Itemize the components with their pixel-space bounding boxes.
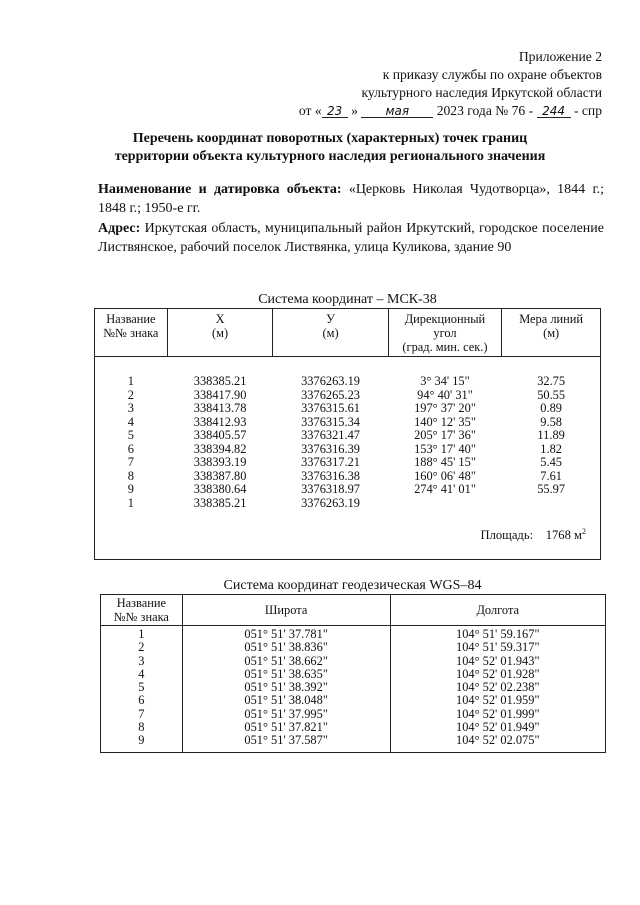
cell-y: 3376321.47 — [301, 428, 360, 442]
table-row — [101, 681, 606, 694]
cell-point-name: 1 — [127, 495, 134, 510]
header-text: №№ знака — [103, 326, 159, 340]
cell-measure: 5.45 — [540, 455, 562, 469]
header-text: Название — [106, 312, 156, 326]
header-line-measure — [502, 309, 601, 357]
cell-latitude: 051° 51' 37.781" — [182, 626, 390, 642]
handwritten-day: 23 — [322, 105, 348, 118]
area-exponent: 2 — [582, 527, 586, 536]
cell-measure — [502, 497, 601, 511]
cell-point-name: 4 — [127, 414, 134, 429]
cell-latitude: 051° 51' 38.392" — [182, 681, 390, 694]
table-row — [101, 641, 606, 654]
cell-y: 3376263.19 — [301, 374, 360, 388]
header-latitude: Широта — [182, 595, 390, 626]
table-row — [101, 721, 606, 734]
cell-x: 338393.19 — [193, 455, 247, 469]
header-longitude: Долгота — [390, 595, 605, 626]
table-row — [95, 456, 601, 470]
table-row — [101, 734, 606, 752]
cell-point-name: 9 — [101, 734, 183, 752]
cell-angle: 188° 45' 15" — [414, 455, 476, 469]
cell-latitude: 051° 51' 37.587" — [182, 734, 390, 752]
table-header-row — [95, 309, 601, 357]
cell-longitude: 104° 52' 01.928" — [390, 668, 605, 681]
document-title — [60, 130, 600, 166]
header-text: У — [326, 312, 335, 326]
header-text: (м) — [322, 326, 339, 340]
cell-latitude: 051° 51' 37.995" — [182, 708, 390, 721]
cell-x: 338380.64 — [193, 482, 247, 496]
cell-point-name: 6 — [127, 441, 134, 456]
cell-longitude: 104° 51' 59.317" — [390, 641, 605, 654]
cell-point-name: 1 — [101, 626, 183, 642]
cell-measure: 7.61 — [540, 468, 562, 483]
order-suffix: - спр — [573, 103, 602, 118]
header-y — [273, 309, 388, 357]
cell-y: 3376316.39 — [301, 441, 360, 456]
cell-y: 3376315.34 — [301, 414, 360, 429]
header-text: Название — [116, 596, 167, 610]
header-text: (град. мин. сек.) — [402, 340, 488, 354]
cell-angle: 3° 34' 15" — [420, 374, 470, 388]
header-text: Мера линий — [519, 312, 584, 326]
cell-x: 338387.80 — [193, 468, 247, 483]
cell-point-name: 6 — [101, 694, 183, 707]
title-line-1: Перечень координат поворотных (характерных) точек границ — [132, 131, 528, 146]
header-direction-angle — [388, 309, 502, 357]
cell-point-name: 8 — [101, 721, 183, 734]
cell-point-name: 7 — [127, 455, 134, 469]
header-text: (м) — [212, 326, 229, 340]
cell-y: 3376315.61 — [301, 401, 360, 415]
cell-longitude: 104° 52' 02.075" — [390, 734, 605, 752]
header-point-name — [95, 309, 168, 357]
object-name-label: Наименование и датировка объекта: — [98, 182, 342, 197]
table-row — [95, 402, 601, 416]
msk-coordinates-table-box — [94, 308, 601, 560]
handwritten-month: мая — [361, 105, 433, 118]
wgs-coordinates-table — [100, 594, 606, 753]
cell-latitude: 051° 51' 38.635" — [182, 668, 390, 681]
table-row — [101, 668, 606, 681]
table-row — [101, 626, 606, 642]
cell-longitude: 104° 52' 01.949" — [390, 721, 605, 734]
cell-y: 3376316.38 — [301, 468, 360, 483]
cell-measure: 11.89 — [537, 428, 565, 442]
area-label: Площадь: — [480, 528, 534, 543]
header-point-name — [101, 595, 183, 626]
header-x — [167, 309, 273, 357]
table-row — [95, 416, 601, 430]
cell-point-name: 1 — [127, 374, 134, 388]
cell-x: 338417.90 — [193, 387, 247, 402]
msk-table-caption: Система координат – МСК-38 — [258, 292, 437, 307]
cell-y: 3376265.23 — [301, 387, 360, 402]
cell-angle: 140° 12' 35" — [414, 414, 476, 429]
cell-point-name: 8 — [127, 468, 134, 483]
table-row — [95, 497, 601, 511]
object-name-value: «Церковь Николая Чудотворца», 1844 г.; 1848 г.; 1950-е гг. — [98, 182, 605, 216]
cell-angle: 94° 40' 31" — [417, 387, 473, 402]
table-row — [95, 429, 601, 443]
cell-angle: 160° 06' 48" — [414, 468, 476, 483]
area-value: 1768 м — [545, 528, 582, 543]
cell-y: 3376263.19 — [301, 495, 360, 510]
area-readout — [480, 527, 586, 543]
cell-point-name: 5 — [101, 681, 183, 694]
table-header-row — [101, 595, 606, 626]
cell-latitude: 051° 51' 38.836" — [182, 641, 390, 654]
object-address-paragraph — [98, 219, 604, 257]
cell-point-name: 3 — [101, 655, 183, 668]
header-text: угол — [433, 326, 457, 340]
cell-angle: 274° 41' 01" — [414, 482, 476, 496]
cell-angle: 205° 17' 36" — [414, 428, 476, 442]
cell-measure: 9.58 — [540, 414, 562, 429]
cell-latitude: 051° 51' 38.662" — [182, 655, 390, 668]
cell-y: 3376318.97 — [301, 482, 360, 496]
date-prefix: от « — [298, 103, 322, 118]
table-row — [95, 470, 601, 484]
cell-x: 338385.21 — [193, 495, 247, 510]
date-close-quote: » — [351, 103, 358, 118]
cell-point-name: 9 — [127, 482, 134, 496]
cell-x: 338413.78 — [193, 401, 247, 415]
appendix-header — [272, 48, 602, 120]
cell-angle: 153° 17' 40" — [414, 441, 476, 456]
cell-longitude: 104° 52' 01.999" — [390, 708, 605, 721]
cell-angle — [388, 497, 502, 511]
date-year-number: 2023 года № 76 - — [436, 103, 534, 118]
header-text: №№ знака — [113, 610, 169, 624]
appendix-title: Приложение 2 — [518, 49, 602, 64]
object-name-paragraph — [98, 180, 604, 218]
cell-measure: 50.55 — [537, 387, 566, 402]
appendix-order-line: к приказу службы по охране объектов — [382, 67, 602, 82]
cell-longitude: 104° 52' 01.943" — [390, 655, 605, 668]
cell-longitude: 104° 52' 01.959" — [390, 694, 605, 707]
object-address-value: Иркутская область, муниципальный район Иркутский, городское поселение Листвянское, рабочий поселок Листвянка, улица Куликова, здание 90 — [98, 221, 605, 255]
cell-point-name: 2 — [101, 641, 183, 654]
msk-coordinates-table — [94, 308, 601, 510]
table-row — [95, 357, 601, 389]
cell-point-name: 7 — [101, 708, 183, 721]
header-text: (м) — [543, 326, 560, 340]
cell-latitude: 051° 51' 37.821" — [182, 721, 390, 734]
cell-angle: 197° 37' 20" — [414, 401, 476, 415]
cell-x: 338394.82 — [193, 441, 247, 456]
cell-longitude: 104° 52' 02.238" — [390, 681, 605, 694]
cell-x: 338405.57 — [193, 428, 247, 442]
cell-x: 338385.21 — [193, 374, 247, 388]
cell-latitude: 051° 51' 38.048" — [182, 694, 390, 707]
table-row — [95, 443, 601, 457]
cell-measure: 55.97 — [537, 482, 566, 496]
object-address-label: Адрес: — [98, 221, 141, 236]
cell-point-name: 5 — [127, 428, 134, 442]
table-row — [95, 389, 601, 403]
table-row — [101, 694, 606, 707]
table-row — [101, 655, 606, 668]
header-text: Дирекционный — [404, 312, 486, 326]
cell-point-name: 2 — [127, 387, 134, 402]
wgs-table-caption: Система координат геодезическая WGS–84 — [223, 578, 482, 593]
table-row — [101, 708, 606, 721]
cell-measure: 1.82 — [540, 441, 562, 456]
cell-y: 3376317.21 — [301, 455, 360, 469]
cell-point-name: 4 — [101, 668, 183, 681]
cell-measure: 0.89 — [540, 401, 562, 415]
cell-longitude: 104° 51' 59.167" — [390, 626, 605, 642]
table-row — [95, 483, 601, 497]
title-line-2: территории объекта культурного наследия регионального значения — [114, 149, 546, 164]
appendix-date-line — [272, 102, 602, 120]
appendix-agency-line: культурного наследия Иркутской области — [361, 85, 602, 100]
cell-measure: 32.75 — [537, 374, 566, 388]
cell-point-name: 3 — [127, 401, 134, 415]
header-text: X — [215, 312, 225, 326]
handwritten-order-number: 244 — [537, 105, 571, 118]
cell-x: 338412.93 — [193, 414, 247, 429]
